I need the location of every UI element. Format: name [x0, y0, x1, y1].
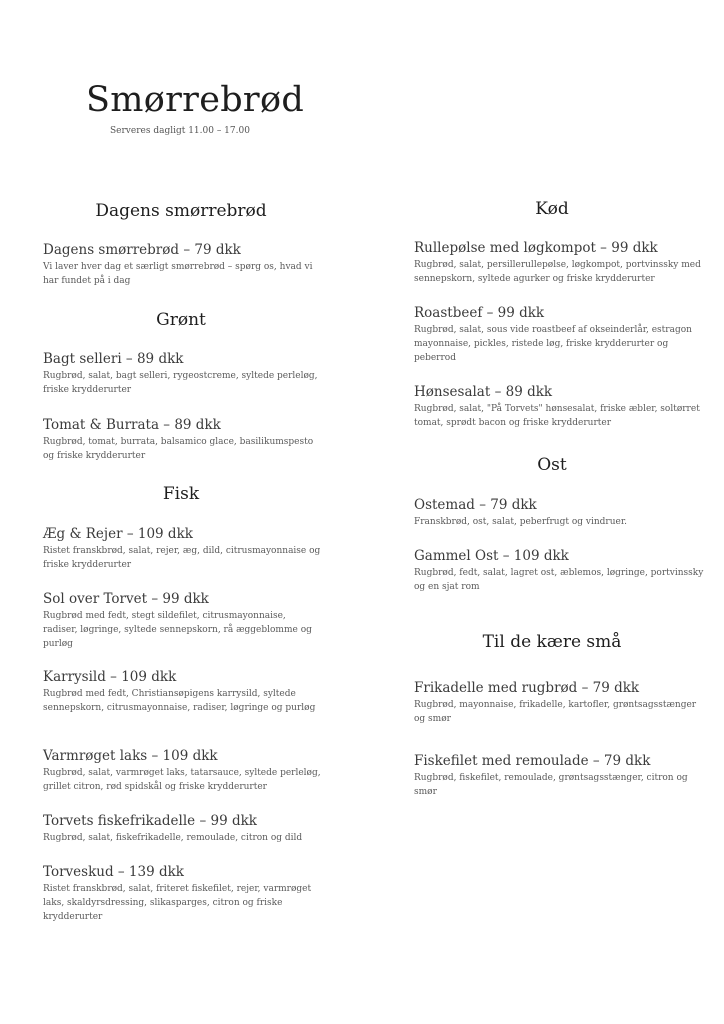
item-name: Dagens smørrebrød – 79 dkk: [43, 242, 241, 258]
menu-item: [414, 239, 704, 286]
item-description: Rugbrød med fedt, stegt sildefilet, citrusmayonnaise, radiser, løgringe, syltede sennepskorn, rå æggeblomme og purløg: [43, 611, 312, 649]
item-description: Rugbrød med fedt, Christiansøpigens karrysild, syltede sennepskorn, citrusmayonnaise, radiser, løgringe og purløg: [43, 689, 316, 713]
item-name: Frikadelle med rugbrød – 79 dkk: [414, 680, 640, 696]
item-description: Rugbrød, tomat, burrata, balsamico glace, basilikumspesto og friske krydderurter: [43, 437, 314, 461]
menu-item: [414, 752, 704, 799]
item-description: Rugbrød, fiskefilet, remoulade, grøntsagsstænger, citron og smør: [414, 773, 688, 797]
menu-item: [43, 241, 323, 288]
item-name: Bagt selleri – 89 dkk: [43, 351, 184, 367]
serving-hours: Serveres dagligt 11.00 – 17.00: [110, 126, 250, 136]
item-name: Tomat & Burrata – 89 dkk: [43, 417, 221, 433]
item-description: Rugbrød, salat, sous vide roastbeef af okseinderlår, estragon mayonnaise, pickles, ristede løg, friske krydderurter og peberrod: [414, 325, 692, 363]
section-heading-ost: Ost: [537, 455, 567, 475]
item-name: Ostemad – 79 dkk: [414, 497, 537, 513]
item-name: Æg & Rejer – 109 dkk: [43, 526, 193, 542]
section-heading-koed: Kød: [535, 199, 569, 219]
item-name: Fiskefilet med remoulade – 79 dkk: [414, 753, 651, 769]
section-heading-boern: Til de kære små: [482, 632, 622, 652]
item-description: Rugbrød, fedt, salat, lagret ost, æblemos, løgringe, portvinssky og en sjat rom: [414, 568, 704, 592]
item-name: Varmrøget laks – 109 dkk: [43, 748, 218, 764]
menu-item: [414, 547, 704, 594]
item-description: Rugbrød, salat, bagt selleri, rygeostcreme, syltede perleløg, friske krydderurter: [43, 371, 318, 395]
item-name: Torveskud – 139 dkk: [43, 864, 184, 880]
item-name: Hønsesalat – 89 dkk: [414, 384, 553, 400]
menu-item: [43, 350, 323, 397]
item-name: Karrysild – 109 dkk: [43, 669, 177, 685]
item-description: Rugbrød, mayonnaise, frikadelle, kartofler, grøntsagsstænger og smør: [414, 700, 697, 724]
item-description: Rugbrød, salat, fiskefrikadelle, remoulade, citron og dild: [43, 833, 303, 843]
page-title: Smørrebrød: [86, 80, 305, 120]
section-heading-dagens: Dagens smørrebrød: [95, 201, 267, 221]
menu-item: [414, 383, 704, 430]
item-description: Franskbrød, ost, salat, peberfrugt og vindruer.: [414, 517, 627, 527]
item-name: Rullepølse med løgkompot – 99 dkk: [414, 240, 658, 256]
item-description: Vi laver hver dag et særligt smørrebrød – spørg os, hvad vi har fundet på i dag: [43, 262, 313, 286]
section-heading-groent: Grønt: [156, 310, 206, 330]
item-name: Gammel Ost – 109 dkk: [414, 548, 569, 564]
menu-item: [43, 863, 323, 924]
menu-item: [43, 668, 323, 715]
menu-item: [43, 747, 323, 794]
item-description: Ristet franskbrød, salat, rejer, æg, dild, citrusmayonnaise og friske krydderurter: [43, 546, 321, 570]
menu-item: [414, 496, 704, 529]
section-heading-fisk: Fisk: [162, 484, 200, 504]
menu-item: [43, 525, 323, 572]
item-description: Rugbrød, salat, "På Torvets" hønsesalat, friske æbler, soltørret tomat, sprødt bacon og friske krydderurter: [414, 404, 700, 428]
menu-item: [43, 812, 323, 845]
item-name: Sol over Torvet – 99 dkk: [43, 591, 209, 607]
menu-item: [43, 590, 323, 651]
item-name: Torvets fiskefrikadelle – 99 dkk: [43, 813, 257, 829]
item-description: Rugbrød, salat, persillerullepølse, løgkompot, portvinssky med sennepskorn, syltede agurker og friske krydderurter: [414, 260, 701, 284]
item-name: Roastbeef – 99 dkk: [414, 305, 545, 321]
item-description: Ristet franskbrød, salat, friteret fiskefilet, rejer, varmrøget laks, skaldyrsdressing, slikasparges, citron og friske krydderurter: [43, 884, 312, 922]
menu-item: [414, 679, 704, 726]
item-description: Rugbrød, salat, varmrøget laks, tatarsauce, syltede perleløg, grillet citron, rød spidskål og friske krydderurter: [43, 768, 321, 792]
menu-item: [414, 304, 704, 365]
menu-item: [43, 416, 323, 463]
